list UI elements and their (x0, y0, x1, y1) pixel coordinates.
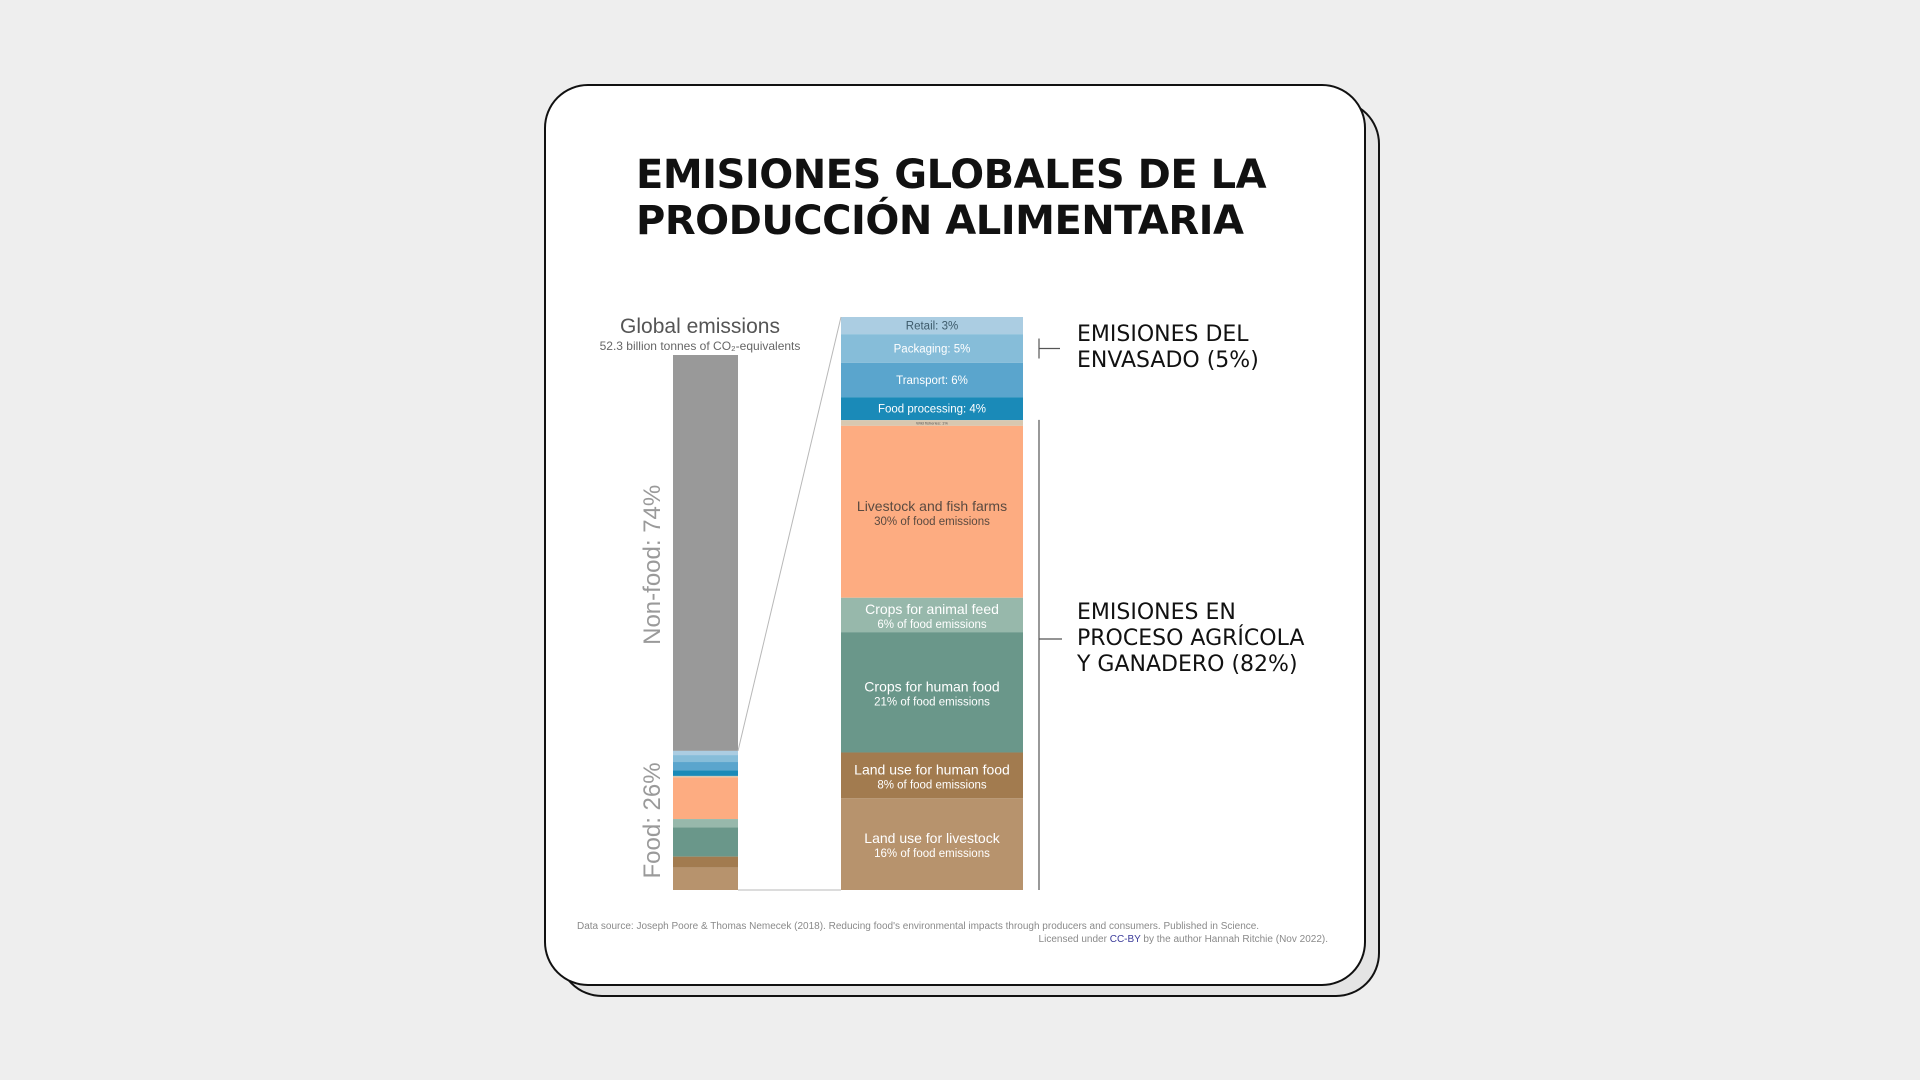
food-segment-crops-for-animal-feed (673, 819, 738, 827)
zoom-connector-lines (738, 317, 841, 890)
agriculture-annotation-line-2: PROCESO AGRÍCOLA (1077, 626, 1305, 651)
food-segment-crops-for-human-food (673, 827, 738, 856)
sublabel-livestock-and-fish-farms: 30% of food emissions (874, 515, 990, 528)
label-non-food: Non-food: 74% (639, 484, 666, 645)
sublabel-crops-for-human-food: 21% of food emissions (874, 696, 990, 709)
food-segment-retail (673, 751, 738, 755)
label-livestock-and-fish-farms: Livestock and fish farms (856, 497, 1008, 514)
global-emissions-title: Global emissions (620, 315, 780, 338)
label-crops-for-human-food: Crops for human food (864, 678, 1000, 695)
label-food-processing: Food processing: 4% (877, 403, 987, 416)
title-line-2: PRODUCCIÓN ALIMENTARIA (636, 198, 1244, 244)
segment-non-food (673, 355, 738, 751)
license-note (1039, 934, 1328, 945)
license-prefix: Licensed under (1038, 934, 1110, 945)
food-segment-land-use-for-human-food (673, 857, 738, 868)
agriculture-annotation-line-3: Y GANADERO (82%) (1077, 652, 1298, 677)
label-crops-for-animal-feed: Crops for animal feed (865, 600, 999, 617)
data-source-note: Data source: Joseph Poore & Thomas Nemecek (2018). Reducing food's environmental impacts through producers and consumers. Published in Science. (577, 921, 1260, 932)
food-segment-wild-fisheries (673, 776, 738, 777)
agriculture-annotation (1077, 600, 1304, 678)
global-emissions-bar (639, 355, 738, 890)
global-emissions-subtitle: 52.3 billion tonnes of CO₂-equivalents (599, 339, 801, 353)
packaging-annotation (1077, 322, 1259, 374)
packaging-annotation-line-1: EMISIONES DEL (1077, 322, 1249, 347)
label-packaging: Packaging: 5% (893, 343, 971, 356)
label-food: Food: 26% (639, 762, 666, 879)
food-segment-land-use-for-livestock (673, 868, 738, 890)
food-emissions-bar (841, 317, 1023, 890)
label-retail: Retail: 3% (905, 320, 959, 333)
label-transport: Transport: 6% (896, 375, 968, 388)
title-line-1: EMISIONES GLOBALES DE LA (636, 152, 1267, 198)
connector-top (738, 317, 841, 751)
packaging-annotation-line-2: ENVASADO (5%) (1077, 348, 1259, 373)
food-segment-livestock-and-fish-farms (673, 777, 738, 819)
food-segment-food-processing (673, 770, 738, 776)
annotation-brackets (1039, 339, 1062, 890)
label-land-use-for-human-food: Land use for human food (854, 761, 1010, 778)
label-wild-fisheries: Wild fisheries: 1% (916, 420, 948, 426)
license-suffix: by the author Hannah Ritchie (Nov 2022). (1140, 934, 1328, 945)
food-segment-packaging (673, 755, 738, 762)
cc-by-link[interactable]: CC-BY (1109, 934, 1141, 945)
agriculture-annotation-line-1: EMISIONES EN (1077, 600, 1236, 625)
label-land-use-for-livestock: Land use for livestock (864, 830, 1000, 847)
food-segment-transport (673, 762, 738, 770)
sublabel-crops-for-animal-feed: 6% of food emissions (877, 618, 987, 631)
sublabel-land-use-for-livestock: 16% of food emissions (874, 848, 990, 861)
sublabel-land-use-for-human-food: 8% of food emissions (877, 779, 987, 792)
